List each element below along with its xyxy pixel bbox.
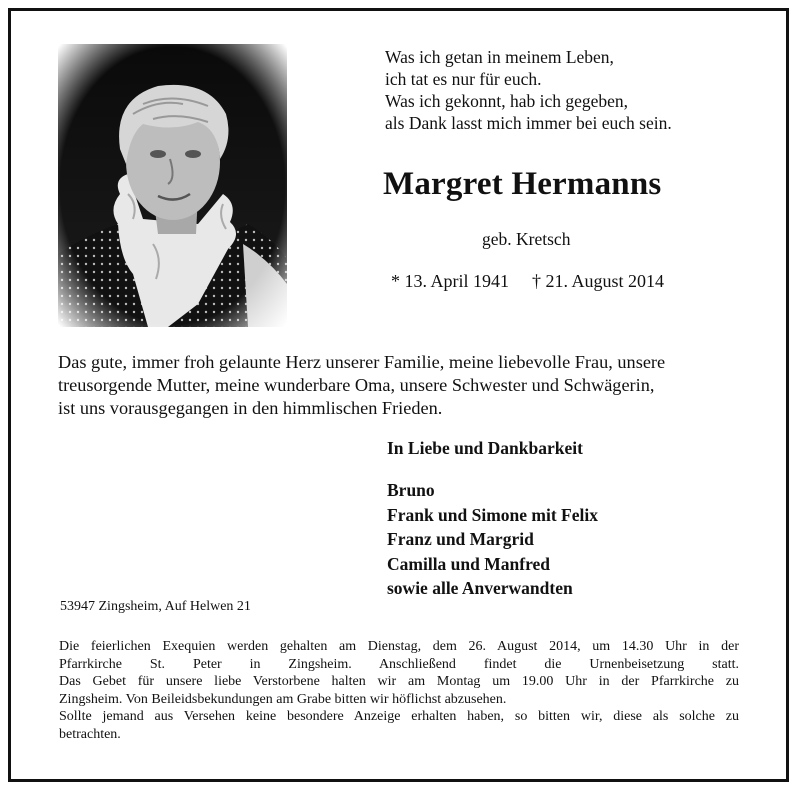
poem-line: Was ich gekonnt, hab ich gegeben, <box>385 91 629 111</box>
notice-line: Zingsheim. Von Beileidsbekundungen am Grabe bitten wir höflichst abzusehen. <box>59 691 507 707</box>
intro-line: ist uns vorausgegangen in den himmlischen Frieden. <box>58 398 443 418</box>
mourner: sowie alle Anverwandten <box>387 578 573 598</box>
poem-line: Was ich getan in meinem Leben, <box>385 47 614 67</box>
notice-line: Sollte jemand aus Versehen keine besondere Anzeige erhalten haben, so bitten wir, diese als solche zu <box>59 709 739 725</box>
birth-date: * 13. April 1941 <box>391 271 510 291</box>
poem-line: als Dank lasst mich immer bei euch sein. <box>385 113 672 133</box>
closing-line: In Liebe und Dankbarkeit <box>387 438 583 458</box>
maiden-name: geb. Kretsch <box>482 229 571 249</box>
life-dates <box>391 271 664 292</box>
mourner: Bruno <box>387 480 435 500</box>
intro-line: treusorgende Mutter, meine wunderbare Oma, unsere Schwester und Schwägerin, <box>58 375 655 395</box>
notice-line: Die feierlichen Exequien werden gehalten am Dienstag, dem 26. August 2014, um 14.30 Uhr in der <box>59 639 739 654</box>
poem <box>385 46 672 134</box>
notice-line: Pfarrkirche St. Peter in Zingsheim. Anschließend findet die Urnenbeisetzung statt. <box>59 656 739 672</box>
mourners-list <box>387 478 598 601</box>
address: 53947 Zingsheim, Auf Helwen 21 <box>60 599 251 614</box>
deceased-name: Margret Hermanns <box>383 166 662 202</box>
mourner: Franz und Margrid <box>387 529 534 549</box>
notice-line: Das Gebet für unsere liebe Verstorbene halten wir am Montag um 19.00 Uhr in der Pfarrkirche zu <box>59 674 739 690</box>
mourner: Camilla und Manfred <box>387 553 551 574</box>
notice-line: betrachten. <box>59 726 121 742</box>
mourner: Frank und Simone mit Felix <box>387 504 598 525</box>
poem-line: ich tat es nur für euch. <box>385 69 542 89</box>
intro-line: Das gute, immer froh gelaunte Herz unserer Familie, meine liebevolle Frau, unsere <box>58 352 666 372</box>
death-date: † 21. August 2014 <box>532 271 665 291</box>
intro-text <box>58 351 748 420</box>
portrait-photo <box>58 44 287 327</box>
funeral-notice <box>59 638 739 744</box>
